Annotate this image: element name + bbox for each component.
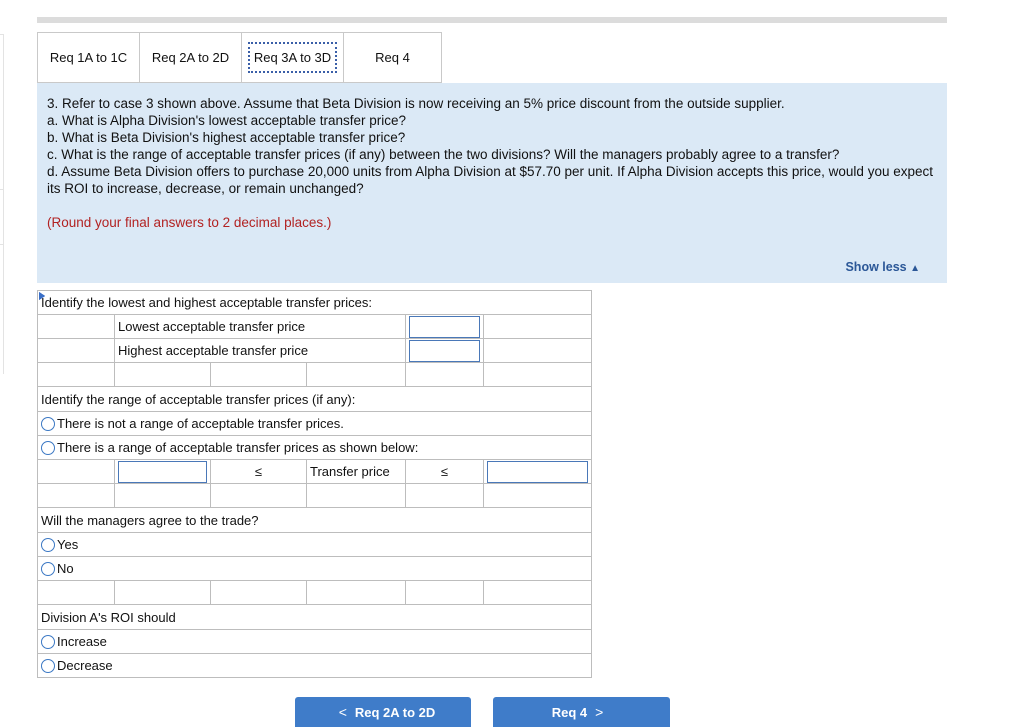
question-line-b: b. What is Beta Division's highest acceptable transfer price? xyxy=(47,130,406,145)
option-no-row[interactable] xyxy=(38,557,592,581)
blank-cell xyxy=(484,339,592,363)
blank-cell xyxy=(38,460,115,484)
blank-cell xyxy=(307,484,406,508)
highest-price-cell xyxy=(406,339,484,363)
range-high-input[interactable] xyxy=(487,461,588,483)
tab-label: Req 1A to 1C xyxy=(49,50,128,65)
question-line-a: a. What is Alpha Division's lowest acceptable transfer price? xyxy=(47,113,406,128)
section2-heading: Identify the range of acceptable transfer prices (if any): xyxy=(38,387,592,412)
radio-range[interactable] xyxy=(41,441,55,455)
blank-cell xyxy=(211,581,307,605)
blank-cell xyxy=(38,484,115,508)
chevron-left-icon: < xyxy=(338,704,347,720)
triangle-up-icon: ▲ xyxy=(910,263,920,274)
option-range-row[interactable] xyxy=(38,436,592,460)
answer-grid xyxy=(37,290,592,678)
tab-req-4[interactable] xyxy=(343,32,442,83)
highest-price-label: Highest acceptable transfer price xyxy=(115,339,406,363)
question-line-1: 3. Refer to case 3 shown above. Assume that Beta Division is now receiving an 5% price discount from the outside supplier. xyxy=(47,96,785,111)
section1-heading: Identify the lowest and highest acceptable transfer prices: xyxy=(38,291,592,315)
leq-symbol-2: ≤ xyxy=(406,460,484,484)
blank-cell xyxy=(406,484,484,508)
blank-cell xyxy=(484,581,592,605)
question-line-d: d. Assume Beta Division offers to purchase 20,000 units from Alpha Division at $57.70 per unit. If Alpha Division accepts this price, would you expect its ROI to increase, decrease, or remain unchanged? xyxy=(47,164,933,196)
radio-decrease[interactable] xyxy=(41,659,55,673)
top-divider xyxy=(37,17,947,23)
blank-cell xyxy=(211,484,307,508)
range-high-cell xyxy=(484,460,592,484)
blank-cell xyxy=(115,363,211,387)
option-no-range-label: There is not a range of acceptable transfer prices. xyxy=(57,416,344,431)
option-yes-row[interactable] xyxy=(38,533,592,557)
option-increase-row[interactable] xyxy=(38,630,592,654)
transfer-price-label: Transfer price xyxy=(307,460,406,484)
lowest-price-input[interactable] xyxy=(409,316,480,338)
blank-cell xyxy=(38,581,115,605)
blank-cell xyxy=(307,363,406,387)
blank-cell xyxy=(38,315,115,339)
radio-no[interactable] xyxy=(41,562,55,576)
leq-symbol-1: ≤ xyxy=(211,460,307,484)
tab-label: Req 3A to 3D xyxy=(248,42,337,73)
rounding-note: (Round your final answers to 2 decimal places.) xyxy=(47,215,332,230)
highest-price-input[interactable] xyxy=(409,340,480,362)
blank-cell xyxy=(38,363,115,387)
radio-increase[interactable] xyxy=(41,635,55,649)
option-no-range-row[interactable] xyxy=(38,412,592,436)
option-decrease-row[interactable] xyxy=(38,654,592,678)
radio-no-range[interactable] xyxy=(41,417,55,431)
question-panel xyxy=(37,83,947,283)
radio-yes[interactable] xyxy=(41,538,55,552)
chevron-right-icon: > xyxy=(595,704,604,720)
blank-cell xyxy=(211,363,307,387)
range-low-input[interactable] xyxy=(118,461,207,483)
blank-cell xyxy=(38,339,115,363)
option-decrease-label: Decrease xyxy=(57,658,113,673)
prev-req-label: Req 2A to 2D xyxy=(354,704,436,720)
tab-req-2a-2d[interactable] xyxy=(139,32,242,83)
blank-cell xyxy=(307,581,406,605)
blank-cell xyxy=(484,484,592,508)
option-yes-label: Yes xyxy=(57,537,79,552)
blank-cell xyxy=(484,315,592,339)
left-edge xyxy=(0,34,4,374)
blank-cell xyxy=(484,363,592,387)
blank-cell xyxy=(406,581,484,605)
section3-heading: Will the managers agree to the trade? xyxy=(38,508,592,533)
range-low-cell xyxy=(115,460,211,484)
option-increase-label: Increase xyxy=(57,634,107,649)
option-range-label: There is a range of acceptable transfer prices as shown below: xyxy=(57,440,419,455)
blank-cell xyxy=(115,581,211,605)
lowest-price-label: Lowest acceptable transfer price xyxy=(115,315,406,339)
tab-req-3a-3d[interactable] xyxy=(241,32,344,83)
tab-label: Req 2A to 2D xyxy=(151,50,230,65)
show-less-link[interactable] xyxy=(845,259,920,277)
show-less-label: Show less xyxy=(845,260,907,274)
question-line-c: c. What is the range of acceptable transfer prices (if any) between the two divisions? Will the managers probably agree to a transfer? xyxy=(47,147,840,162)
tab-req-1a-1c[interactable] xyxy=(37,32,140,83)
section4-heading: Division A's ROI should xyxy=(38,605,592,630)
next-req-label: Req 4 xyxy=(551,704,588,720)
req-tabs xyxy=(37,32,441,83)
flag-icon xyxy=(39,292,45,300)
tab-label: Req 4 xyxy=(375,50,410,65)
blank-cell xyxy=(115,484,211,508)
option-no-label: No xyxy=(57,561,74,576)
blank-cell xyxy=(406,363,484,387)
lowest-price-cell xyxy=(406,315,484,339)
